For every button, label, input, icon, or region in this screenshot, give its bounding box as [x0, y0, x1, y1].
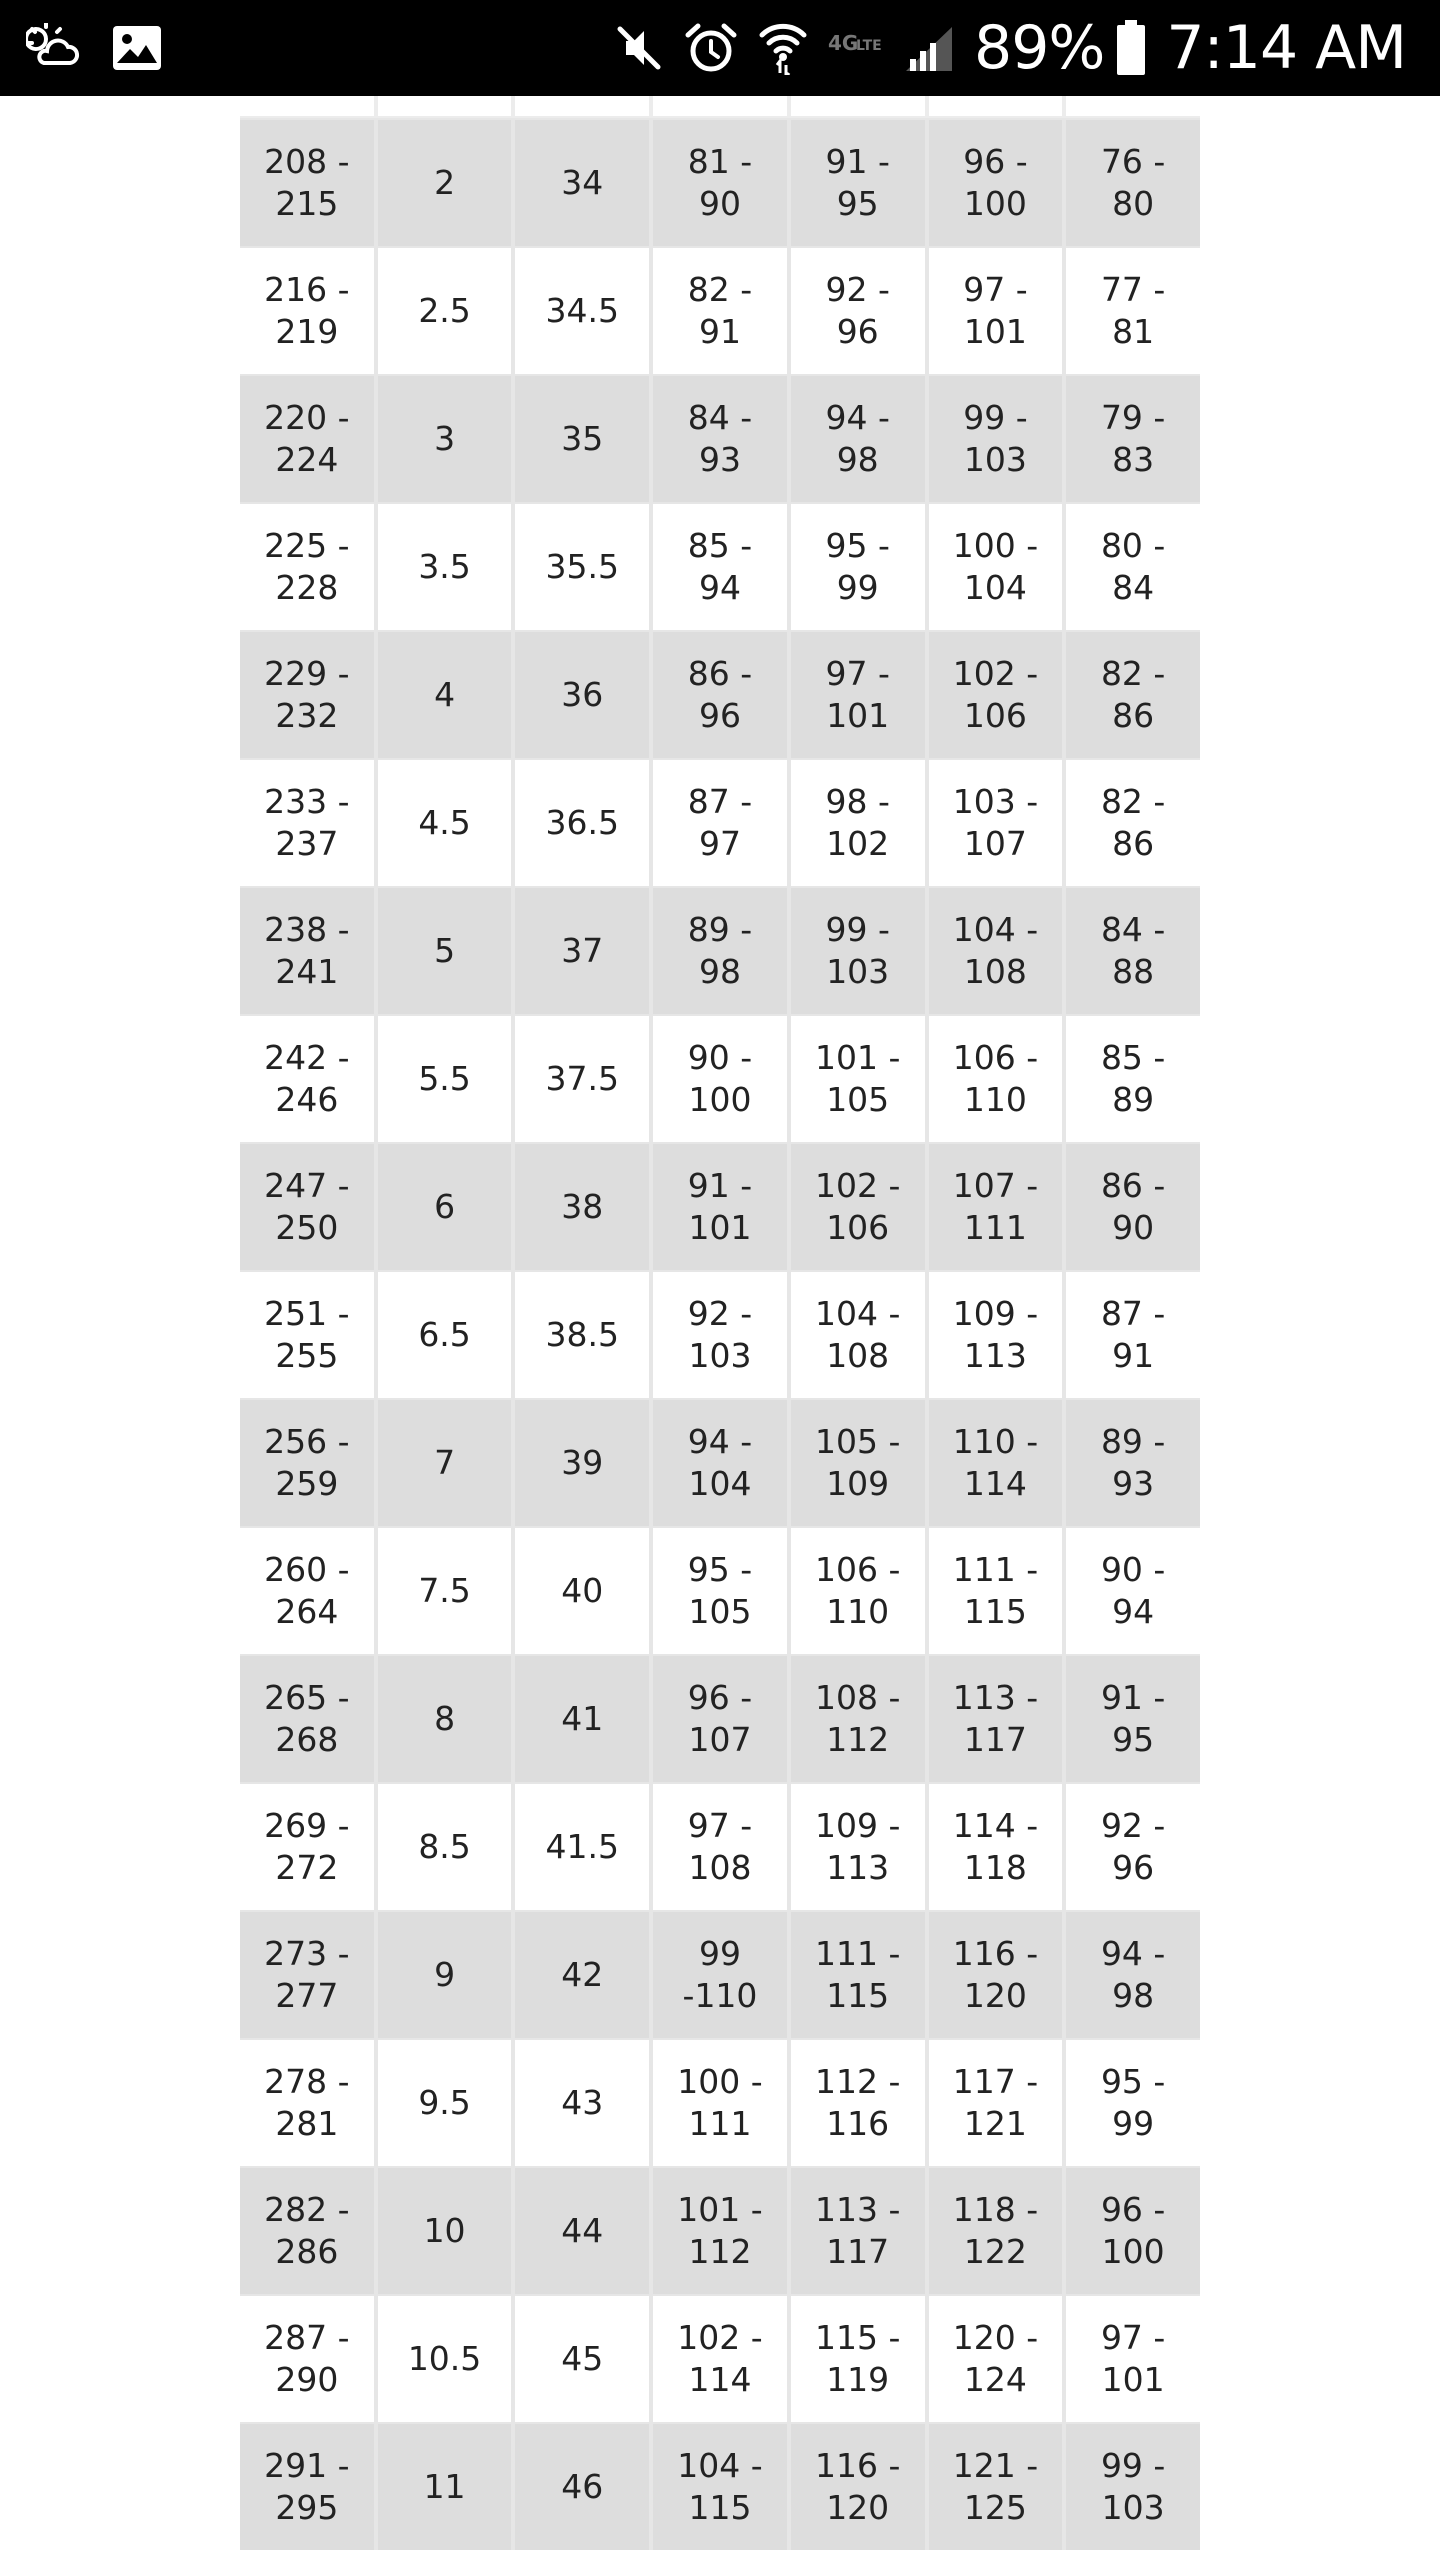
table-cell: 43	[515, 2040, 649, 2166]
table-cell: 35.5	[515, 504, 649, 630]
table-cell: 97 - 101	[929, 248, 1063, 374]
table-cell: 216 - 219	[240, 248, 374, 374]
table-cell: 86 - 90	[1066, 1144, 1200, 1270]
table-row	[240, 630, 1200, 758]
status-bar-system	[614, 10, 1406, 86]
table-cell: 101 - 105	[791, 1016, 925, 1142]
mute-icon	[614, 23, 664, 73]
table-cell: 94 - 98	[791, 376, 925, 502]
table-row	[240, 1398, 1200, 1526]
table-cell: 82 - 86	[1066, 632, 1200, 758]
table-cell: 95 - 99	[791, 504, 925, 630]
table-row	[240, 1270, 1200, 1398]
table-cell: 8.5	[378, 1784, 512, 1910]
table-cell: 6	[378, 1144, 512, 1270]
table-cell: 251 - 255	[240, 1272, 374, 1398]
table-cell: 34.5	[515, 248, 649, 374]
table-row	[240, 758, 1200, 886]
table-cell: 96 - 107	[653, 1656, 787, 1782]
table-cell: 41.5	[515, 1784, 649, 1910]
table-cell: 38	[515, 1144, 649, 1270]
table-cell: 42	[515, 1912, 649, 2038]
table-row	[240, 1142, 1200, 1270]
svg-text:4G: 4G	[828, 31, 859, 55]
table-cell: 273 - 277	[240, 1912, 374, 2038]
table-cell: 90 - 94	[1066, 1528, 1200, 1654]
table-body	[240, 118, 1200, 2550]
table-cell: 121 - 125	[929, 2424, 1063, 2550]
status-bar	[0, 0, 1440, 96]
table-cell: 4	[378, 632, 512, 758]
svg-text:LTE: LTE	[856, 38, 882, 54]
image-icon	[112, 25, 162, 71]
table-cell: 82 - 91	[653, 248, 787, 374]
table-cell: 102 - 106	[929, 632, 1063, 758]
table-row	[240, 1782, 1200, 1910]
table-cell: 100 - 111	[653, 2040, 787, 2166]
table-cell: 107 - 111	[929, 1144, 1063, 1270]
table-cell: 102 - 106	[791, 1144, 925, 1270]
table-cell: 233 - 237	[240, 760, 374, 886]
table-cell: 82 - 86	[1066, 760, 1200, 886]
lte-icon	[828, 28, 884, 68]
table-cell: 80 - 84	[1066, 504, 1200, 630]
table-cell: 91 - 101	[653, 1144, 787, 1270]
table-cell: 87 - 97	[653, 760, 787, 886]
table-cell: 81 - 90	[653, 120, 787, 246]
table-cell: 36	[515, 632, 649, 758]
table-previous-row-edge	[240, 96, 1200, 118]
table-cell: 114 - 118	[929, 1784, 1063, 1910]
table-cell: 9	[378, 1912, 512, 2038]
table-cell: 91 - 95	[791, 120, 925, 246]
table-cell: 102 - 114	[653, 2296, 787, 2422]
table-cell: 99 - 103	[1066, 2424, 1200, 2550]
wifi-icon	[758, 21, 808, 75]
table-cell: 113 - 117	[791, 2168, 925, 2294]
table-cell: 104 - 115	[653, 2424, 787, 2550]
table-cell: 97 - 101	[791, 632, 925, 758]
table-cell: 8	[378, 1656, 512, 1782]
table-cell: 77 - 81	[1066, 248, 1200, 374]
table-cell: 115 - 119	[791, 2296, 925, 2422]
table-cell: 85 - 89	[1066, 1016, 1200, 1142]
table-cell: 95 - 105	[653, 1528, 787, 1654]
table-cell: 7	[378, 1400, 512, 1526]
table-cell: 269 - 272	[240, 1784, 374, 1910]
table-cell: 92 - 96	[791, 248, 925, 374]
table-cell: 40	[515, 1528, 649, 1654]
table-cell	[240, 96, 374, 116]
table-cell: 99 - 103	[791, 888, 925, 1014]
table-row	[240, 2294, 1200, 2422]
table-cell	[929, 96, 1063, 116]
table-cell: 106 - 110	[929, 1016, 1063, 1142]
table-cell: 117 - 121	[929, 2040, 1063, 2166]
table-cell: 84 - 93	[653, 376, 787, 502]
table-cell: 91 - 95	[1066, 1656, 1200, 1782]
table-cell: 220 - 224	[240, 376, 374, 502]
table-cell: 37.5	[515, 1016, 649, 1142]
table-cell: 256 - 259	[240, 1400, 374, 1526]
table-cell: 3.5	[378, 504, 512, 630]
table-cell: 104 - 108	[929, 888, 1063, 1014]
table-cell: 79 - 83	[1066, 376, 1200, 502]
table-cell: 282 - 286	[240, 2168, 374, 2294]
battery-percentage: 89%	[974, 13, 1105, 83]
table-cell: 34	[515, 120, 649, 246]
table-cell: 109 - 113	[791, 1784, 925, 1910]
table-row	[240, 374, 1200, 502]
table-cell: 46	[515, 2424, 649, 2550]
table-cell: 90 - 100	[653, 1016, 787, 1142]
table-cell: 100 - 104	[929, 504, 1063, 630]
table-cell: 96 - 100	[1066, 2168, 1200, 2294]
clock: 7:14 AM	[1166, 13, 1406, 83]
table-cell	[515, 96, 649, 116]
table-cell: 242 - 246	[240, 1016, 374, 1142]
table-cell: 112 - 116	[791, 2040, 925, 2166]
table-cell: 11	[378, 2424, 512, 2550]
battery-icon	[1116, 20, 1146, 76]
table-cell: 99 -110	[653, 1912, 787, 2038]
table-cell: 247 - 250	[240, 1144, 374, 1270]
table-cell	[1066, 96, 1200, 116]
table-cell: 89 - 93	[1066, 1400, 1200, 1526]
table-row	[240, 1526, 1200, 1654]
table-cell: 38.5	[515, 1272, 649, 1398]
table-cell: 36.5	[515, 760, 649, 886]
table-row	[240, 118, 1200, 246]
table-row	[240, 2166, 1200, 2294]
table-cell: 2	[378, 120, 512, 246]
table-cell: 94 - 98	[1066, 1912, 1200, 2038]
table-cell	[653, 96, 787, 116]
table-row	[240, 2038, 1200, 2166]
table-cell: 10.5	[378, 2296, 512, 2422]
table-cell: 76 - 80	[1066, 120, 1200, 246]
table-cell: 84 - 88	[1066, 888, 1200, 1014]
table-cell: 111 - 115	[929, 1528, 1063, 1654]
size-chart-table	[240, 96, 1200, 2550]
weather-icon	[26, 23, 82, 73]
table-cell: 2.5	[378, 248, 512, 374]
table-cell: 89 - 98	[653, 888, 787, 1014]
table-row	[240, 1654, 1200, 1782]
table-cell: 7.5	[378, 1528, 512, 1654]
table-cell: 260 - 264	[240, 1528, 374, 1654]
table-cell: 98 - 102	[791, 760, 925, 886]
table-cell: 39	[515, 1400, 649, 1526]
table-cell: 6.5	[378, 1272, 512, 1398]
table-cell: 291 - 295	[240, 2424, 374, 2550]
table-cell: 94 - 104	[653, 1400, 787, 1526]
table-cell: 120 - 124	[929, 2296, 1063, 2422]
table-cell: 116 - 120	[929, 1912, 1063, 2038]
table-cell: 116 - 120	[791, 2424, 925, 2550]
table-cell: 97 - 101	[1066, 2296, 1200, 2422]
alarm-icon	[684, 21, 738, 75]
table-cell: 229 - 232	[240, 632, 374, 758]
table-cell: 109 - 113	[929, 1272, 1063, 1398]
table-cell: 87 - 91	[1066, 1272, 1200, 1398]
table-cell: 5	[378, 888, 512, 1014]
table-cell: 108 - 112	[791, 1656, 925, 1782]
table-cell: 92 - 96	[1066, 1784, 1200, 1910]
status-bar-notifications	[26, 18, 162, 78]
table-cell: 101 - 112	[653, 2168, 787, 2294]
table-cell: 37	[515, 888, 649, 1014]
table-cell: 238 - 241	[240, 888, 374, 1014]
table-cell: 92 - 103	[653, 1272, 787, 1398]
table-cell: 118 - 122	[929, 2168, 1063, 2294]
table-cell: 9.5	[378, 2040, 512, 2166]
table-row	[240, 886, 1200, 1014]
table-cell: 104 - 108	[791, 1272, 925, 1398]
table-cell: 111 - 115	[791, 1912, 925, 2038]
table-cell: 97 - 108	[653, 1784, 787, 1910]
table-cell: 225 - 228	[240, 504, 374, 630]
signal-icon	[904, 23, 954, 73]
table-cell: 110 - 114	[929, 1400, 1063, 1526]
table-cell	[791, 96, 925, 116]
table-cell: 3	[378, 376, 512, 502]
table-cell: 5.5	[378, 1016, 512, 1142]
table-row	[240, 2422, 1200, 2550]
table-row	[240, 246, 1200, 374]
table-cell: 44	[515, 2168, 649, 2294]
table-cell: 85 - 94	[653, 504, 787, 630]
table-cell: 265 - 268	[240, 1656, 374, 1782]
table-cell: 208 - 215	[240, 120, 374, 246]
table-cell: 4.5	[378, 760, 512, 886]
table-cell: 45	[515, 2296, 649, 2422]
table-cell: 113 - 117	[929, 1656, 1063, 1782]
table-cell: 95 - 99	[1066, 2040, 1200, 2166]
table-cell: 106 - 110	[791, 1528, 925, 1654]
table-cell: 99 - 103	[929, 376, 1063, 502]
table-cell: 41	[515, 1656, 649, 1782]
table-cell: 278 - 281	[240, 2040, 374, 2166]
table-row	[240, 1014, 1200, 1142]
table-cell: 105 - 109	[791, 1400, 925, 1526]
table-row	[240, 502, 1200, 630]
table-cell: 86 - 96	[653, 632, 787, 758]
table-cell: 35	[515, 376, 649, 502]
table-cell	[378, 96, 512, 116]
table-cell: 96 - 100	[929, 120, 1063, 246]
table-cell: 287 - 290	[240, 2296, 374, 2422]
table-cell: 103 - 107	[929, 760, 1063, 886]
table-row	[240, 1910, 1200, 2038]
table-cell: 10	[378, 2168, 512, 2294]
